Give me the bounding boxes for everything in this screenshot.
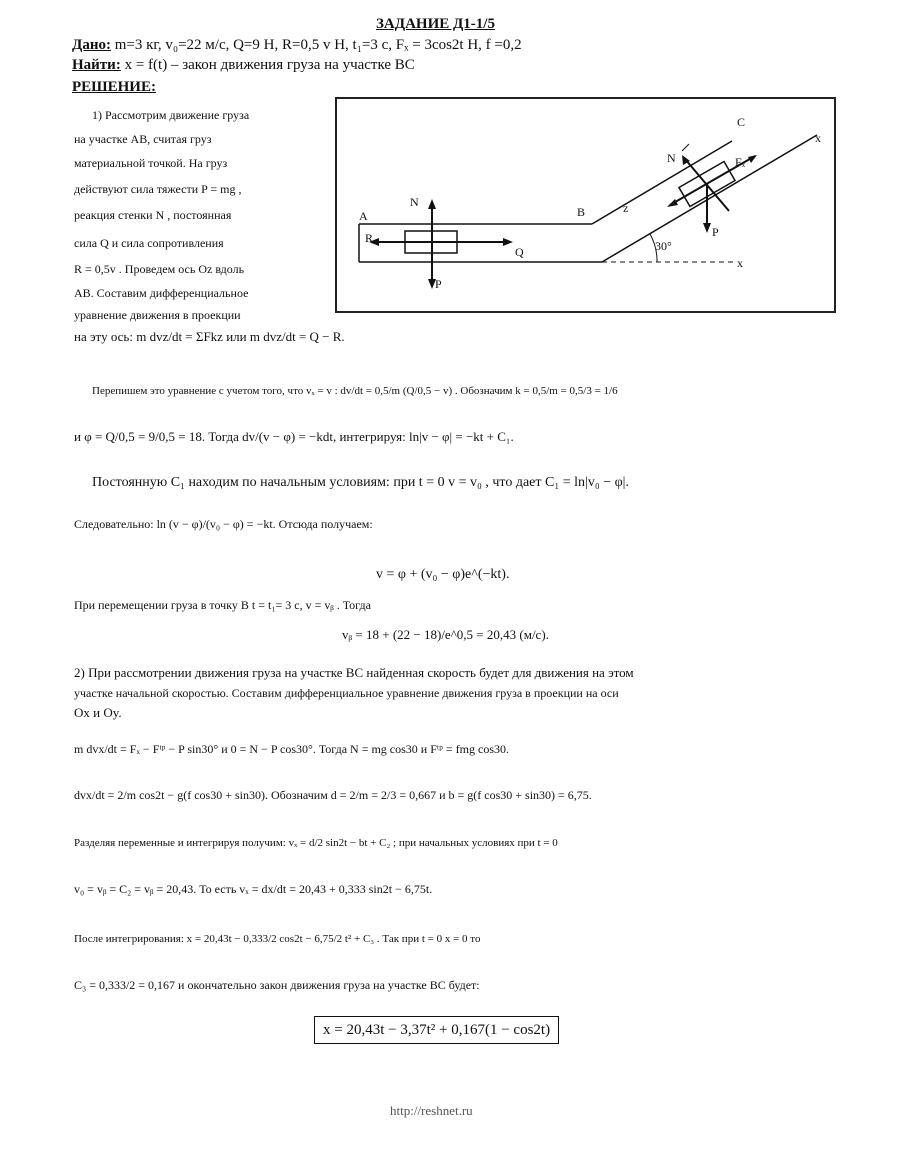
body-line: vᵦ = 18 + (22 − 18)/e^0,5 = 20,43 (м/с). (342, 627, 549, 642)
find-line (72, 56, 415, 74)
body-line: v₀ = vᵦ = C₂ = vᵦ = 20,43. То есть vₓ = dx/dt = 20,43 + 0,333 sin2t − 6,75t. (74, 882, 433, 896)
find-text: x = f(t) – закон движения груза на участке BC (124, 57, 415, 73)
left-line: на участке AB, считая груз (74, 132, 212, 146)
body-line: Постоянную C₁ находим по начальным условиям: при t = 0 v = v₀ , что дает C₁ = ln|v₀ − φ|. (92, 475, 629, 490)
label-ftr: Fₓ (735, 155, 746, 169)
label-x2: x (815, 131, 821, 145)
find-label: Найти: (72, 57, 121, 73)
given-line (72, 36, 522, 54)
body-line: 2) При рассмотрении движения груза на участке BC найденная скорость будет для движения на этом (74, 665, 634, 680)
body-line: При перемещении груза в точку B t = t₁= 3 c, v = vᵦ . Тогда (74, 598, 371, 612)
page-title: ЗАДАНИЕ Д1-1/5 (376, 16, 495, 32)
label-n2: N (667, 151, 676, 165)
label-c: C (737, 115, 746, 129)
left-line: материальной точкой. На груз (74, 156, 228, 170)
label-p2: P (712, 225, 719, 239)
left-line: AB. Составим дифференциальное (74, 286, 249, 300)
left-line: действуют сила тяжести P = mg , (74, 182, 242, 196)
label-z: z (623, 201, 629, 215)
left-line: уравнение движения в проекции (74, 308, 241, 322)
body-line: Перепишем это уравнение с учетом того, что vₓ = v : dv/dt = 0,5/m (Q/0,5 − v) . Обозначим k = 0,5/m = 0,5/3 = 1/6 (92, 385, 618, 397)
label-n1: N (410, 195, 419, 209)
label-b: B (577, 205, 586, 219)
label-p1: P (435, 277, 442, 291)
label-x1: x (737, 256, 743, 270)
body-line: Ox и Oy. (74, 705, 122, 720)
left-line: на эту ось: m dvz/dt = ΣFkz или m dvz/dt = Q − R. (74, 329, 345, 344)
left-line: R = 0,5v . Проведем ось Oz вдоль (74, 262, 245, 276)
body-line: m dvx/dt = Fₓ − Fᵗᵖ − P sin30° и 0 = N − P cos30°. Тогда N = mg cos30 и Fᵗᵖ = fmg cos30. (74, 742, 510, 756)
body-line: участке начальной скоростью. Составим дифференциальное уравнение движения груза в проекции на оси (74, 686, 619, 700)
label-r: R (365, 231, 374, 245)
left-line: 1) Рассмотрим движение груза (92, 108, 250, 122)
body-line: v = φ + (v₀ − φ)e^(−kt). (376, 567, 510, 582)
body-line: После интегрирования: x = 20,43t − 0,333/2 cos2t − 6,75/2 t² + C₃ . Так при t = 0 x = 0 то (74, 933, 481, 945)
footer-url[interactable]: http://reshnet.ru (390, 1103, 473, 1118)
answer-box: x = 20,43t − 3,37t² + 0,167(1 − cos2t) (314, 1016, 559, 1044)
body-line: и φ = Q/0,5 = 9/0,5 = 18. Тогда dv/(v − φ) = −kdt, интегрируя: ln|v − φ| = −kt + C₁. (74, 429, 514, 444)
body-line: Разделяя переменные и интегрируя получим: vₓ = d/2 sin2t − bt + C₂ ; при начальных условиях при t = 0 (74, 837, 558, 849)
label-a: A (359, 209, 368, 223)
label-q: Q (515, 245, 524, 259)
given-label: Дано: (72, 37, 111, 53)
label-angle: 30° (655, 239, 672, 253)
mechanics-diagram (335, 97, 836, 313)
body-line: C₃ = 0,333/2 = 0,167 и окончательно закон движения груза на участке BC будет: (74, 978, 480, 992)
body-line: dvx/dt = 2/m cos2t − g(f cos30 + sin30). Обозначим d = 2/m = 2/3 = 0,667 и b = g(f cos30 + sin30) = 6,75. (74, 788, 592, 802)
left-line: сила Q и сила сопротивления (74, 236, 224, 250)
given-text: m=3 кг, v₀=22 м/с, Q=9 Н, R=0,5 v Н, t₁=3 с, Fₓ = 3cos2t Н, f =0,2 (114, 37, 522, 53)
body-line: Следовательно: ln (v − φ)/(v₀ − φ) = −kt. Отсюда получаем: (74, 517, 373, 531)
left-line: реакция стенки N , постоянная (74, 208, 232, 222)
solution-label: РЕШЕНИЕ: (72, 79, 156, 95)
